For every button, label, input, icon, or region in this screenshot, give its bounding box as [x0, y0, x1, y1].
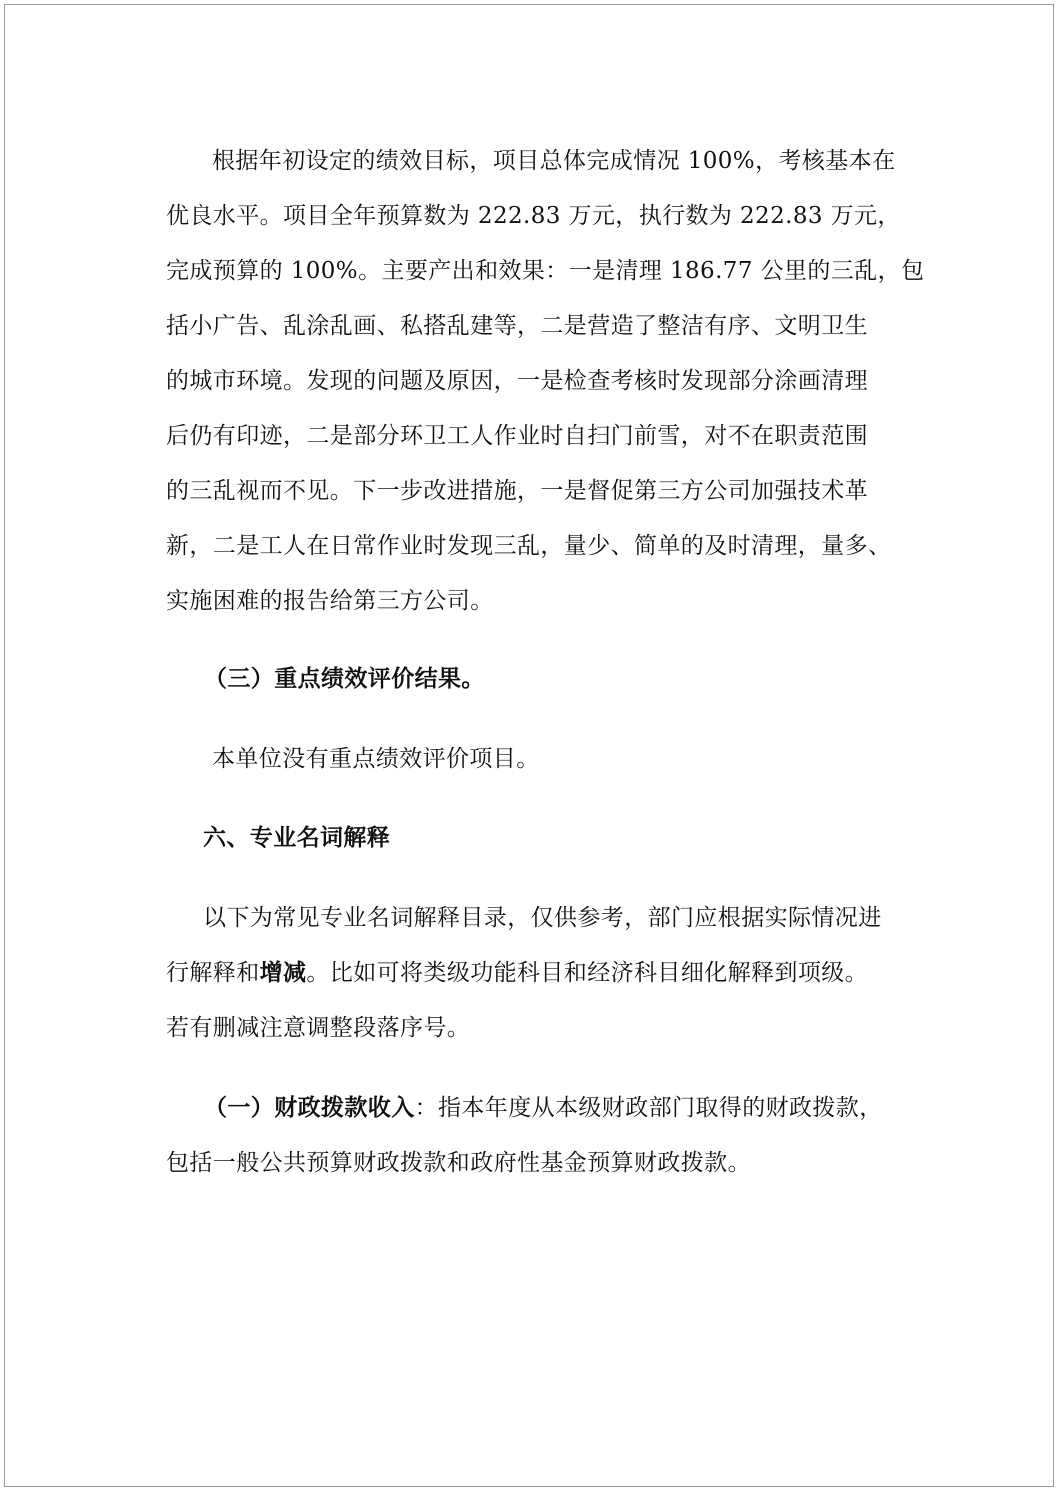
term1-line-1 [204, 1093, 883, 1123]
term1-line-2: 包括一般公共预算财政拨款和政府性基金预算财政拨款。 [166, 1150, 751, 1176]
para-key-evaluation: 本单位没有重点绩效评价项目。 [212, 746, 540, 772]
para1-line-9: 实施困难的报告给第三方公司。 [166, 588, 494, 614]
para1-line-3: 完成预算的 100%。主要产出和效果：一是清理 186.77 公里的三乱，包 [166, 258, 925, 284]
para-terms-line-2-prefix: 行解释和 [166, 960, 260, 986]
para-terms-line-2 [166, 958, 868, 988]
heading-terms: 六、专业名词解释 [203, 824, 391, 851]
para-terms-line-3: 若有删减注意调整段落序号。 [166, 1015, 471, 1041]
para-terms-line-1: 以下为常见专业名词解释目录，仅供参考，部门应根据实际情况进 [203, 905, 882, 931]
para1-line-1: 根据年初设定的绩效目标，项目总体完成情况 100%，考核基本在 [212, 148, 896, 174]
para-terms-line-2-suffix: 。比如可将类级功能科目和经济科目细化解释到项级。 [306, 960, 869, 986]
term1-line-1-rest: ：指本年度从本级财政部门取得的财政拨款， [414, 1095, 883, 1121]
para1-line-2: 优良水平。项目全年预算数为 222.83 万元，执行数为 222.83 万元， [166, 203, 901, 229]
para1-line-5: 的城市环境。发现的问题及原因，一是检查考核时发现部分涂画清理 [166, 368, 868, 394]
para-terms-line-2-bold: 增减 [259, 959, 307, 986]
para1-line-8: 新，二是工人在日常作业时发现三乱，量少、简单的及时清理，量多、 [166, 533, 892, 559]
heading-key-evaluation: （三）重点绩效评价结果。 [204, 665, 485, 692]
para1-line-4: 括小广告、乱涂乱画、私搭乱建等，二是营造了整洁有序、文明卫生 [166, 313, 868, 339]
para1-line-7: 的三乱视而不见。下一步改进措施，一是督促第三方公司加强技术革 [166, 478, 868, 504]
term1-label: （一）财政拨款收入 [204, 1094, 415, 1121]
para1-line-6: 后仍有印迹，二是部分环卫工人作业时自扫门前雪，对不在职责范围 [166, 423, 868, 449]
